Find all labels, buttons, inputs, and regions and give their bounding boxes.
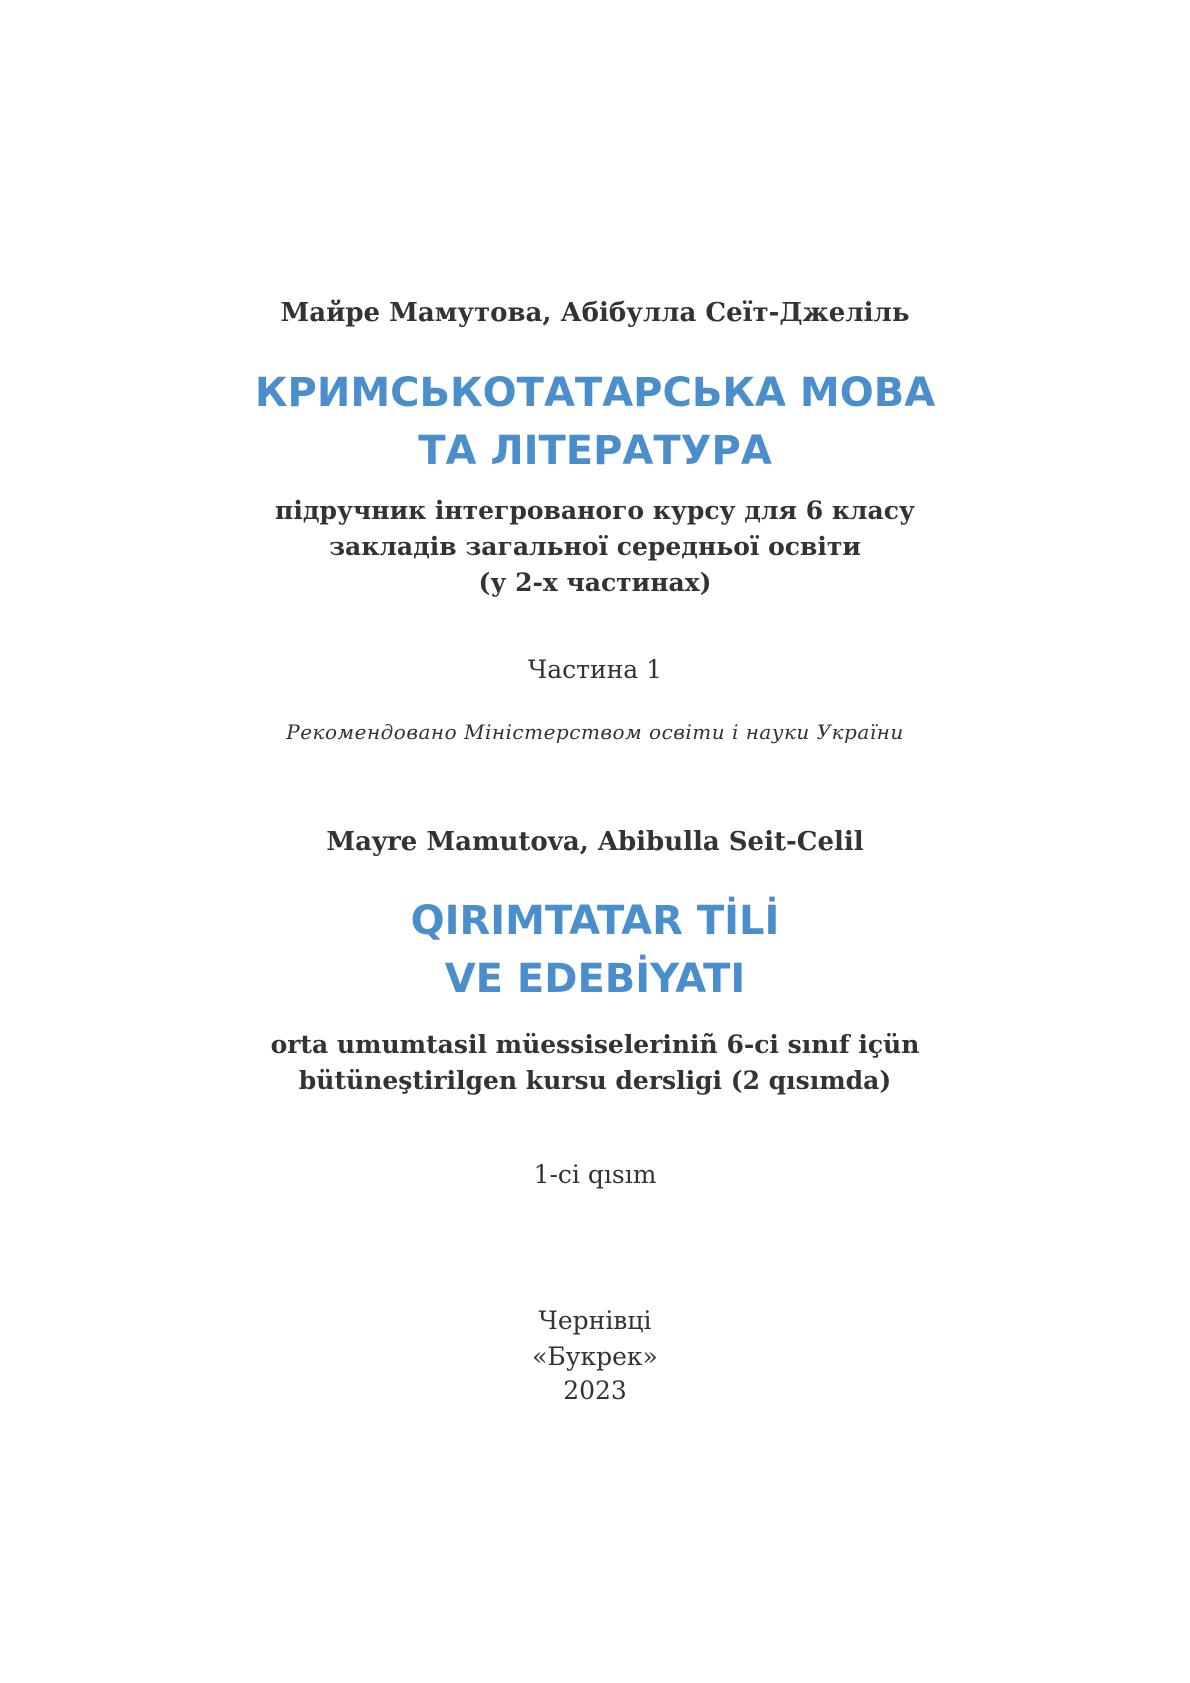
ukrainian-subtitle-line-1: підручник інтегрованого курсу для 6 класу	[275, 496, 915, 525]
crimean-tatar-title-line-1: QIRIMTATAR TİLİ	[410, 898, 780, 944]
ukrainian-subtitle-line-3: (у 2-х частинах)	[478, 568, 712, 597]
ukrainian-subtitle-line-2: закладів загальної середньої освіти	[329, 532, 861, 561]
ukrainian-part: Частина 1	[527, 655, 663, 684]
imprint-city: Чернівці	[538, 1306, 652, 1335]
ukrainian-title-line-2: ТА ЛІТЕРАТУРА	[418, 428, 772, 474]
crimean-tatar-part: 1-ci qısım	[533, 1160, 657, 1189]
crimean-tatar-subtitle-line-2: bütüneştirilgen kursu dersligi (2 qısımda)	[298, 1066, 892, 1095]
crimean-tatar-title-line-2: VE EDEBİYATI	[444, 956, 746, 1002]
imprint-publisher: «Букрек»	[532, 1342, 658, 1371]
ukrainian-authors: Майре Мамутова, Абібулла Сеїт-Джеліль	[280, 298, 910, 328]
ministry-recommendation: Рекомендовано Міністерством освіти і науки України	[286, 720, 904, 744]
imprint-year: 2023	[563, 1376, 627, 1405]
crimean-tatar-authors: Mayre Mamutova, Abibulla Seit-Celil	[326, 827, 864, 857]
ukrainian-title-line-1: КРИМСЬКОТАТАРСЬКА МОВА	[254, 370, 936, 416]
crimean-tatar-subtitle-line-1: orta umumtasil müessiseleriniñ 6-ci sınıf içün	[270, 1030, 920, 1059]
